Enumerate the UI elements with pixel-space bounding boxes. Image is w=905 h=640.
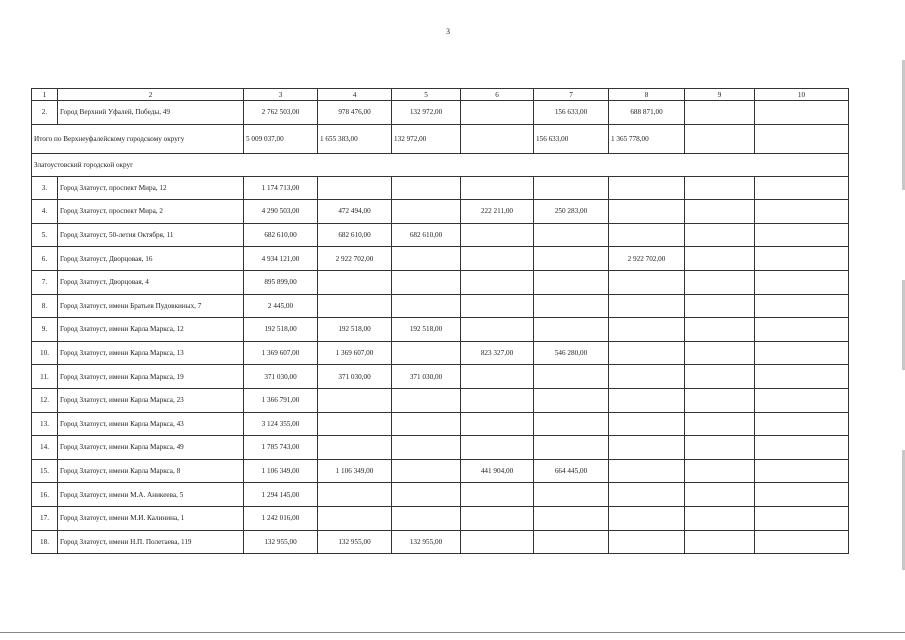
value-cell: 1 106 349,00 <box>244 459 318 483</box>
value-cell <box>755 412 849 436</box>
value-cell: 4 290 503,00 <box>244 200 318 224</box>
value-cell <box>755 388 849 412</box>
data-table <box>31 88 849 554</box>
value-cell <box>685 341 755 365</box>
value-cell <box>461 412 534 436</box>
address-cell: Город Златоуст, 50-летия Октября, 11 <box>58 223 244 247</box>
value-cell: 192 518,00 <box>244 318 318 342</box>
column-header: 10 <box>755 89 849 101</box>
value-cell <box>609 459 685 483</box>
value-cell <box>685 530 755 554</box>
address-cell: Город Златоуст, имени М.И. Калинина, 1 <box>58 506 244 530</box>
row-number: 4. <box>32 200 58 224</box>
table-row <box>32 365 849 389</box>
value-cell: 1 369 607,00 <box>318 341 392 365</box>
value-cell <box>685 200 755 224</box>
value-cell <box>392 176 461 200</box>
row-number: 12. <box>32 388 58 412</box>
address-cell: Город Златоуст, имени Карла Маркса, 43 <box>58 412 244 436</box>
table-row <box>32 200 849 224</box>
table-row <box>32 483 849 507</box>
row-number: 11. <box>32 365 58 389</box>
value-cell: 2 922 702,00 <box>609 247 685 271</box>
value-cell <box>685 223 755 247</box>
value-cell: 4 934 121,00 <box>244 247 318 271</box>
value-cell <box>461 294 534 318</box>
column-header: 5 <box>392 89 461 101</box>
column-header: 7 <box>534 89 609 101</box>
value-cell <box>685 412 755 436</box>
value-cell <box>534 270 609 294</box>
value-cell: 371 030,00 <box>318 365 392 389</box>
address-cell: Город Златоуст, имени Карла Маркса, 8 <box>58 459 244 483</box>
value-cell: 472 494,00 <box>318 200 392 224</box>
column-header: 8 <box>609 89 685 101</box>
value-cell: 132 955,00 <box>392 530 461 554</box>
row-number: 13. <box>32 412 58 436</box>
value-cell: 132 972,00 <box>392 124 461 153</box>
value-cell <box>609 483 685 507</box>
value-cell <box>609 341 685 365</box>
value-cell <box>534 176 609 200</box>
value-cell <box>609 200 685 224</box>
value-cell <box>609 388 685 412</box>
value-cell <box>318 506 392 530</box>
row-number: 17. <box>32 506 58 530</box>
row-number: 5. <box>32 223 58 247</box>
address-cell: Город Златоуст, имени Карла Маркса, 13 <box>58 341 244 365</box>
table-row <box>32 176 849 200</box>
value-cell: 132 972,00 <box>392 101 461 125</box>
table-row <box>32 294 849 318</box>
address-cell: Город Златоуст, имени Карла Маркса, 23 <box>58 388 244 412</box>
address-cell: Город Златоуст, Дворцовая, 16 <box>58 247 244 271</box>
row-number: 8. <box>32 294 58 318</box>
address-cell: Город Верхний Уфалей, Победы, 49 <box>58 101 244 125</box>
value-cell: 222 211,00 <box>461 200 534 224</box>
value-cell <box>755 200 849 224</box>
column-header: 4 <box>318 89 392 101</box>
table-row <box>32 530 849 554</box>
value-cell <box>685 294 755 318</box>
value-cell <box>534 365 609 389</box>
table-row <box>32 223 849 247</box>
value-cell <box>461 101 534 125</box>
value-cell <box>461 247 534 271</box>
value-cell <box>609 318 685 342</box>
table-row <box>32 270 849 294</box>
column-header: 3 <box>244 89 318 101</box>
total-label: Итого по Верхнеуфалейскому городскому округу <box>32 124 244 153</box>
value-cell: 2 922 702,00 <box>318 247 392 271</box>
value-cell <box>461 318 534 342</box>
value-cell <box>392 200 461 224</box>
value-cell <box>685 388 755 412</box>
value-cell <box>392 270 461 294</box>
value-cell <box>534 318 609 342</box>
address-cell: Город Златоуст, Дворцовая, 4 <box>58 270 244 294</box>
table-row <box>32 341 849 365</box>
value-cell <box>461 223 534 247</box>
value-cell <box>685 483 755 507</box>
address-cell: Город Златоуст, имени Карла Маркса, 12 <box>58 318 244 342</box>
value-cell: 3 124 355,00 <box>244 412 318 436</box>
value-cell <box>755 294 849 318</box>
value-cell <box>392 459 461 483</box>
value-cell <box>392 341 461 365</box>
value-cell <box>461 483 534 507</box>
value-cell <box>755 436 849 460</box>
value-cell <box>392 247 461 271</box>
value-cell <box>685 247 755 271</box>
value-cell <box>609 223 685 247</box>
value-cell <box>392 412 461 436</box>
value-cell: 1 369 607,00 <box>244 341 318 365</box>
value-cell <box>534 247 609 271</box>
value-cell: 156 633,00 <box>534 124 609 153</box>
value-cell <box>685 270 755 294</box>
value-cell <box>755 176 849 200</box>
value-cell <box>685 436 755 460</box>
address-cell: Город Златоуст, имени М.А. Аникеева, 5 <box>58 483 244 507</box>
address-cell: Город Златоуст, имени Н.П. Полетаева, 119 <box>58 530 244 554</box>
value-cell: 1 294 145,00 <box>244 483 318 507</box>
value-cell: 1 242 016,00 <box>244 506 318 530</box>
value-cell <box>609 412 685 436</box>
table-row <box>32 436 849 460</box>
value-cell: 682 610,00 <box>318 223 392 247</box>
value-cell: 688 871,00 <box>609 101 685 125</box>
value-cell: 371 030,00 <box>392 365 461 389</box>
total-row <box>32 124 849 153</box>
value-cell <box>318 270 392 294</box>
value-cell <box>318 412 392 436</box>
value-cell <box>609 436 685 460</box>
table-row <box>32 506 849 530</box>
value-cell <box>461 124 534 153</box>
value-cell <box>318 483 392 507</box>
value-cell <box>685 318 755 342</box>
value-cell <box>392 506 461 530</box>
value-cell <box>318 388 392 412</box>
value-cell <box>609 365 685 389</box>
value-cell <box>461 530 534 554</box>
value-cell <box>755 483 849 507</box>
table-row <box>32 412 849 436</box>
value-cell: 1 106 349,00 <box>318 459 392 483</box>
value-cell: 156 633,00 <box>534 101 609 125</box>
value-cell <box>755 223 849 247</box>
row-number: 2. <box>32 101 58 125</box>
value-cell: 895 899,00 <box>244 270 318 294</box>
value-cell <box>685 101 755 125</box>
row-number: 6. <box>32 247 58 271</box>
value-cell <box>755 247 849 271</box>
value-cell <box>609 530 685 554</box>
value-cell: 132 955,00 <box>318 530 392 554</box>
value-cell: 682 610,00 <box>392 223 461 247</box>
row-number: 3. <box>32 176 58 200</box>
row-number: 18. <box>32 530 58 554</box>
value-cell: 1 655 383,00 <box>318 124 392 153</box>
value-cell <box>685 124 755 153</box>
value-cell <box>755 506 849 530</box>
value-cell: 2 445,00 <box>244 294 318 318</box>
value-cell <box>755 365 849 389</box>
address-cell: Город Златоуст, проспект Мира, 2 <box>58 200 244 224</box>
value-cell: 1 174 713,00 <box>244 176 318 200</box>
value-cell <box>609 506 685 530</box>
value-cell <box>461 270 534 294</box>
value-cell: 1 785 743,00 <box>244 436 318 460</box>
value-cell <box>392 483 461 507</box>
value-cell <box>685 176 755 200</box>
value-cell <box>534 294 609 318</box>
value-cell: 192 518,00 <box>318 318 392 342</box>
value-cell <box>755 341 849 365</box>
value-cell <box>685 365 755 389</box>
value-cell <box>685 506 755 530</box>
value-cell: 682 610,00 <box>244 223 318 247</box>
value-cell <box>461 506 534 530</box>
value-cell: 250 283,00 <box>534 200 609 224</box>
table-row <box>32 459 849 483</box>
value-cell <box>609 270 685 294</box>
address-cell: Город Златоуст, проспект Мира, 12 <box>58 176 244 200</box>
value-cell <box>755 318 849 342</box>
value-cell <box>755 124 849 153</box>
value-cell <box>609 176 685 200</box>
row-number: 7. <box>32 270 58 294</box>
value-cell <box>534 223 609 247</box>
address-cell: Город Златоуст, имени Братьев Пудовкиных, 7 <box>58 294 244 318</box>
address-cell: Город Златоуст, имени Карла Маркса, 19 <box>58 365 244 389</box>
value-cell <box>609 294 685 318</box>
section-row <box>32 153 849 176</box>
table-row <box>32 388 849 412</box>
value-cell <box>534 412 609 436</box>
value-cell <box>392 388 461 412</box>
row-number: 9. <box>32 318 58 342</box>
value-cell: 192 518,00 <box>392 318 461 342</box>
value-cell: 441 904,00 <box>461 459 534 483</box>
section-label: Златоустовский городской округ <box>32 153 849 176</box>
row-number: 16. <box>32 483 58 507</box>
address-cell: Город Златоуст, имени Карла Маркса, 49 <box>58 436 244 460</box>
value-cell <box>534 506 609 530</box>
value-cell <box>755 459 849 483</box>
value-cell: 664 445,00 <box>534 459 609 483</box>
value-cell <box>755 101 849 125</box>
value-cell: 2 762 503,00 <box>244 101 318 125</box>
value-cell <box>534 388 609 412</box>
value-cell: 132 955,00 <box>244 530 318 554</box>
table-row <box>32 318 849 342</box>
table-row <box>32 101 849 125</box>
value-cell <box>318 294 392 318</box>
value-cell <box>461 436 534 460</box>
value-cell <box>534 436 609 460</box>
value-cell <box>392 436 461 460</box>
value-cell <box>392 294 461 318</box>
scan-edge-line <box>0 632 905 633</box>
value-cell <box>534 483 609 507</box>
value-cell <box>318 176 392 200</box>
page-number: 3 <box>446 27 450 36</box>
value-cell: 978 476,00 <box>318 101 392 125</box>
column-header: 1 <box>32 89 58 101</box>
row-number: 10. <box>32 341 58 365</box>
value-cell: 1 365 778,00 <box>609 124 685 153</box>
column-header: 9 <box>685 89 755 101</box>
value-cell: 5 009 037,00 <box>244 124 318 153</box>
value-cell: 371 030,00 <box>244 365 318 389</box>
value-cell: 1 366 791,00 <box>244 388 318 412</box>
value-cell <box>461 365 534 389</box>
column-header: 6 <box>461 89 534 101</box>
value-cell <box>461 176 534 200</box>
table-row <box>32 247 849 271</box>
value-cell: 823 327,00 <box>461 341 534 365</box>
row-number: 15. <box>32 459 58 483</box>
value-cell <box>534 530 609 554</box>
column-header: 2 <box>58 89 244 101</box>
row-number: 14. <box>32 436 58 460</box>
value-cell: 546 280,00 <box>534 341 609 365</box>
value-cell <box>318 436 392 460</box>
value-cell <box>461 388 534 412</box>
table-header-row <box>32 89 849 101</box>
value-cell <box>755 530 849 554</box>
value-cell <box>685 459 755 483</box>
value-cell <box>755 270 849 294</box>
